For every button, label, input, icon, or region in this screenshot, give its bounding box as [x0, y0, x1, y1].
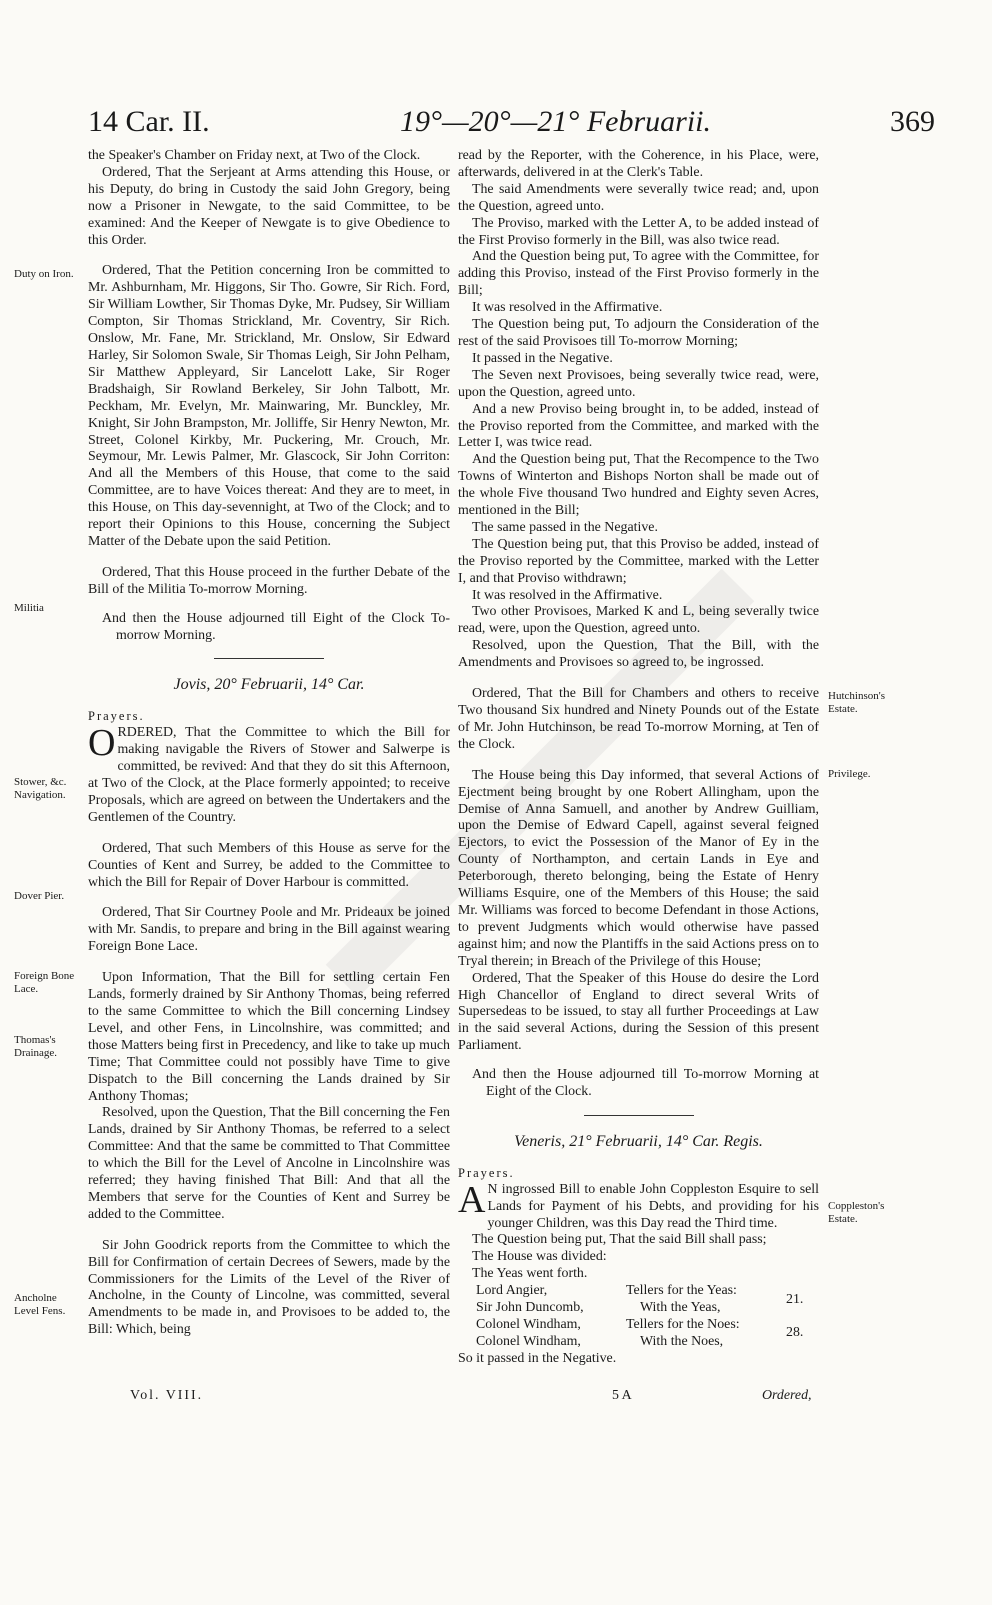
vote-count: 28. [786, 1325, 804, 1341]
footer-catchword: Ordered, [762, 1388, 812, 1403]
teller-name: Sir John Duncomb, [476, 1300, 584, 1316]
paragraph: read by the Reporter, with the Coherence, in his Place, were, afterwards, delivered in at the Clerk's Table. [458, 148, 819, 180]
paragraph: Ordered, That the Serjeant at Arms attending this House, or his Deputy, do bring in Custody the said John Gregory, being now a Prisoner in Newgate, to the said Committee, to be examined: And the Keeper of Newgate is to give Obedience to this Order. [88, 164, 450, 248]
paragraph: It passed in the Negative. [472, 350, 613, 366]
header-page-number: 369 [890, 105, 935, 138]
day-heading: Jovis, 20° Februarii, 14° Car. [173, 676, 365, 694]
tellers-table [476, 1283, 803, 1351]
margin-note-line: Lace. [14, 983, 39, 995]
teller-role: Tellers for the Yeas: [626, 1283, 737, 1299]
paragraph: And the Question being put, To agree with the Committee, for adding this Proviso, instead of the First Proviso formerly in the Bill; [458, 249, 819, 299]
margin-note-line: Stower, &c. [14, 776, 67, 788]
paragraph: Two other Provisoes, Marked K and L, being severally twice read, were, upon the Question, agreed unto. [458, 604, 819, 637]
paragraph-text: N ingrossed Bill to enable John Coppleston Esquire to sell Lands for Payment of his Debts, and providing for his younger Children, was this Day read the Third time. [487, 1181, 819, 1231]
teller-name: Colonel Windham, [476, 1317, 581, 1332]
left-column [88, 148, 450, 1339]
right-column [458, 148, 819, 1368]
paragraph-goodrick-report: Sir John Goodrick reports from the Committee to which the Bill for Confirmation of certain Decrees of Sewers, made by the Commissioners for the Limits of the Level of the River of Ancholne, in the County of Lincolne, was committed, several Amendments to be made in, and Provisoes to be added to, the Bill: Which, being [88, 1237, 450, 1338]
paragraph: the Speaker's Chamber on Friday next, at Two of the Clock. [88, 148, 421, 163]
margin-note-line: Estate. [828, 1213, 858, 1225]
paragraph: The House was divided: [472, 1249, 607, 1265]
header-dates: 19°—20°—21° Februarii. [400, 105, 712, 138]
paragraph-supersedeas: Ordered, That the Speaker of this House do desire the Lord High Chancellor of England to direct several Writs of Supersedeas to be issued, to stay all further Proceedings at Law in the said several Actions, during the Session of this present Parliament. [458, 970, 819, 1054]
section-divider [584, 1115, 694, 1116]
teller-name: Lord Angier, [476, 1283, 548, 1299]
paragraph: The Yeas went forth. [472, 1266, 588, 1282]
margin-note-coppleston [828, 1200, 884, 1226]
paragraph: It was resolved in the Affirmative. [472, 300, 663, 316]
paragraph: The Question being put, that this Proviso be added, instead of the Proviso reported by the Committee, marked with the Letter I, and that Proviso withdrawn; [458, 536, 819, 586]
margin-note-line: Navigation. [14, 789, 66, 801]
margin-note-bone-lace [14, 970, 74, 996]
paragraph: So it passed in the Negative. [458, 1350, 617, 1366]
margin-note-line: Thomas's [14, 1034, 56, 1046]
teller-name: Colonel Windham, [476, 1333, 581, 1349]
margin-note-hutchinson [828, 690, 885, 716]
teller-row [476, 1283, 803, 1300]
margin-note-line: Hutchinson's [828, 690, 885, 702]
drop-cap: O [88, 722, 116, 765]
prayers-heading: Prayers. [88, 709, 145, 724]
paragraph-militia: Ordered, That this House proceed in the further Debate of the Bill of the Militia To-morrow Morning. [88, 564, 450, 597]
paragraph-dover: Ordered, That such Members of this House as serve for the Counties of Kent and Surrey, be added to the Committee to which the Bill for Repair of Dover Harbour is committed. [88, 840, 450, 890]
teller-role: Tellers for the Noes: [626, 1317, 740, 1332]
margin-note-militia: Militia [14, 602, 44, 614]
section-divider [214, 658, 324, 659]
paragraph: It was resolved in the Affirmative. [472, 587, 663, 603]
margin-note-dover-pier: Dover Pier. [14, 890, 65, 902]
margin-note-ancholne [14, 1292, 65, 1318]
margin-note-line: Estate. [828, 703, 858, 715]
margin-note-line: Drainage. [14, 1047, 58, 1059]
paragraph-stower [88, 722, 450, 826]
margin-note-line: Ancholne [14, 1292, 57, 1304]
margin-note-privilege: Privilege. [828, 768, 871, 780]
paragraph-fen-lands: Upon Information, That the Bill for settling certain Fen Lands, formerly drained by Sir Anthony Thomas, being referred to the same Committee to which the Bill concerning Lindsey Level, and other Fens, in Lincolnshire, was committed; and those Matters being first in Precedency, and like to take up much Time; That Committee could not possibly have Time to give Dispatch to the Bill concerning the Lands drained by Sir Anthony Thomas; [88, 970, 450, 1104]
paragraph-text: RDERED, That the Committee to which the Bill for making navigable the Rivers of Stower and Salwerpe is committed, be revived: And that they do sit this Afternoon, at Two of the Clock, at the Place formerly appointed; to receive Proposals, which are agreed on between the Undertakers and the Gentlemen of the Country. [88, 725, 450, 825]
teller-row [476, 1317, 803, 1334]
adjournment-note: And then the House adjourned till To-morrow Morning at Eight of the Clock. [472, 1067, 819, 1100]
margin-note-stower [14, 776, 66, 802]
paragraph-hutchinson: Ordered, That the Bill for Chambers and others to receive Two thousand Six hundred and Ninety Pounds out of the Estate of Mr. John Hutchinson, be read To-morrow Morning, at Ten of the Clock. [458, 686, 819, 752]
paragraph: Resolved, upon the Question, That the Bill, with the Amendments and Provisoes so agreed to, be ingrossed. [458, 638, 819, 671]
teller-row [476, 1334, 803, 1351]
drop-cap: A [458, 1178, 486, 1221]
paragraph-privilege: The House being this Day informed, that several Actions of Ejectment being brought by one Robert Allingham, upon the Demise of Anna Samuell, and another by Andrew Guilliam, upon the Demise of Edward Capell, against several feigned Ejectors, to evict the Possession of the Manor of Ey in the County of Northampton, and certain Lands in Eye and Peterborough, thereto belonging, being the Estate of Henry Williams Esquire, one of the Members of this House; the said Mr. Williams was forced to become Defendant in those Actions, to prevent Judgments which would otherwise have passed against him; and now the Plantiffs in the said Actions press on to Tryal therein; in Breach of the Privilege of this House; [458, 767, 819, 969]
paragraph: And a new Proviso being brought in, to be added, instead of the Proviso reported from the Committee, and marked with the Letter I, was twice read. [458, 401, 819, 451]
margin-note-thomas-drainage [14, 1034, 57, 1060]
margin-note-line: Foreign Bone [14, 970, 75, 982]
paragraph: And the Question being put, That the Recompence to the Two Towns of Winterton and Bishops Norton shall be made out of the whole Five thousand Two hundred and Eighty seven Acres, mentioned in the Bill; [458, 452, 819, 519]
teller-role: With the Yeas, [640, 1300, 721, 1316]
paragraph-coppleston [458, 1178, 819, 1233]
teller-row [476, 1300, 803, 1317]
paragraph: The said Amendments were severally twice read; and, upon the Question, agreed unto. [458, 181, 819, 214]
paragraph: The Proviso, marked with the Letter A, to be added instead of the First Proviso formerly in the Bill, was also twice read. [458, 215, 819, 248]
paragraph: The same passed in the Negative. [472, 519, 658, 535]
footer-volume: Vol. VIII. [130, 1388, 204, 1403]
margin-note-duty-on-iron: Duty on Iron. [14, 268, 74, 280]
header-regnal-year: 14 Car. II. [88, 105, 210, 138]
margin-note-line: Level Fens. [14, 1305, 66, 1317]
paragraph-bone-lace: Ordered, That Sir Courtney Poole and Mr. Prideaux be joined with Mr. Sandis, to prepare and bring in the Bill against wearing Foreign Bone Lace. [88, 905, 450, 955]
footer-signature-mark: 5 A [612, 1388, 632, 1403]
adjournment-note: And then the House adjourned till Eight of the Clock To-morrow Morning. [102, 610, 450, 643]
paragraph-resolved: Resolved, upon the Question, That the Bill concerning the Fen Lands, drained by Sir Anthony Thomas, be referred to a select Committee: And that the same be committed to That Committee to which the Bill for the Level of Ancolne in Lincolnshire was referred; they having finished That Bill: And that all the Members that serve for the Counties of Kent and Surrey be added to the Committee. [88, 1105, 450, 1222]
paragraph: The Seven next Provisoes, being severally twice read, were, upon the Question, agreed unto. [458, 367, 819, 400]
paragraph: The Question being put, That the said Bill shall pass; [472, 1232, 767, 1248]
prayers-heading: Prayers. [458, 1165, 515, 1180]
running-header [0, 102, 992, 144]
vote-count: 21. [786, 1291, 804, 1307]
teller-role: With the Noes, [640, 1333, 724, 1349]
margin-note-line: Coppleston's [828, 1200, 885, 1212]
paragraph-iron-committee: Ordered, That the Petition concerning Iron be committed to Mr. Ashburnham, Mr. Higgons, Sir Tho. Gowre, Sir Rich. Ford, Sir William Lowther, Sir Thomas Dyke, Mr. Pudsey, Sir William Compton, Sir Thomas Strickland, Mr. Coventry, Sir Rich. Onslow, Mr. Fane, Mr. Strickland, Mr. Onslow, Sir Edward Harley, Sir Solomon Swale, Sir Thomas Leigh, Sir John Pelham, Sir Matthew Appleyard, Sir Lancelott Lake, Sir Roger Bradshaigh, Sir Rowland Berkeley, Sir John Talbott, Mr. Peckham, Mr. Evelyn, Mr. Mainwaring, Mr. Bunckley, Mr. Knight, Sir John Brampston, Mr. Jolliffe, Sir Henry Newton, Mr. Street, Colonel Kirkby, Mr. Puckering, Mr. Crouch, Mr. Seymour, Mr. Lewis Palmer, Mr. Glascock, Sir John Corriton: And all the Members of this House, that come to the said Committee, are to have Voices thereat: And they are to meet, in this House, on This day-sevennight, at Two of the Clock; and to report their Opinions to this House, concerning the Subject Matter of the Debate upon the said Petition. [88, 263, 450, 549]
day-heading: Veneris, 21° Februarii, 14° Car. Regis. [514, 1132, 763, 1150]
paragraph: The Question being put, To adjourn the Consideration of the rest of the said Provisoes till To-morrow Morning; [458, 317, 819, 349]
